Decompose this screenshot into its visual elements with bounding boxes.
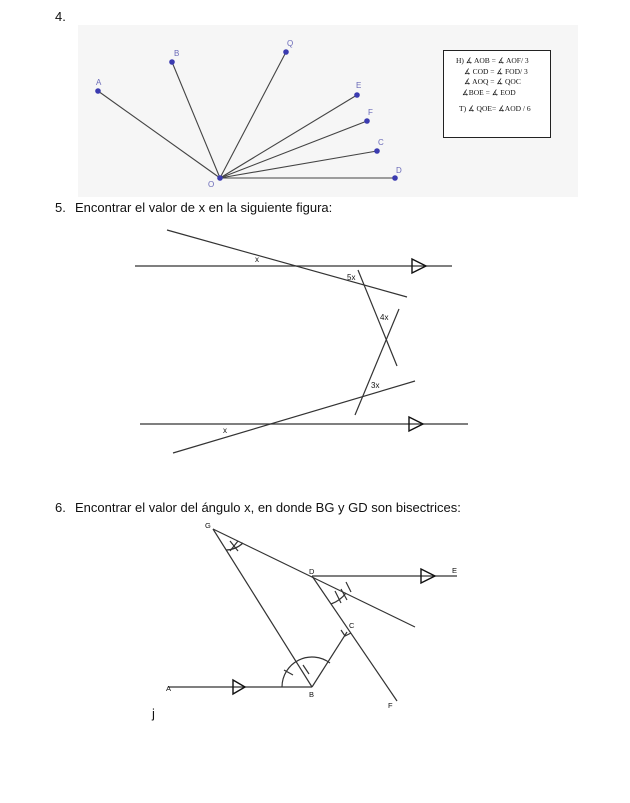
angle-label-x-bottom: x — [223, 426, 227, 435]
problem-5-text: Encontrar el valor de x en la siguiente figura: — [75, 200, 333, 215]
tick-D3 — [346, 582, 351, 592]
transversal-bottom — [173, 381, 415, 453]
angle-label-4x: 4x — [380, 313, 389, 322]
tick-B2 — [303, 665, 309, 674]
label-F: F — [388, 701, 393, 710]
label-C: C — [378, 138, 384, 147]
label-A: A — [166, 684, 172, 693]
segment-upper — [358, 270, 397, 366]
hypothesis-line-1: H) ∡ AOB = ∡ AOF/ 3 — [456, 56, 529, 65]
angle-label-5x: 5x — [347, 273, 356, 282]
problem-6-text: Encontrar el valor del ángulo x, en donde BG y GD son bisectrices: — [75, 500, 461, 515]
segment-BC — [312, 632, 347, 687]
angle-arc-B — [282, 657, 330, 687]
thesis-line: T) ∡ QOE= ∡AOD / 6 — [459, 104, 531, 113]
figure-6 — [0, 515, 630, 725]
label-G: G — [205, 521, 211, 530]
segment-lower — [355, 309, 399, 415]
label-B: B — [174, 49, 180, 58]
stray-mark: j — [152, 706, 155, 721]
label-B: B — [309, 690, 315, 699]
label-O: O — [208, 180, 215, 189]
problem-4-number: 4. — [55, 9, 66, 24]
label-D: D — [309, 567, 315, 576]
hypothesis-line-3: ∡ AOQ = ∡ QOC — [464, 77, 521, 86]
label-Q: Q — [287, 39, 294, 48]
line-DF — [312, 576, 397, 701]
label-E: E — [452, 566, 458, 575]
angle-label-3x: 3x — [371, 381, 380, 390]
hypothesis-line-2: ∡ COD = ∡ FOD/ 3 — [464, 66, 528, 76]
angle-label-x-top: x — [255, 255, 259, 264]
label-E: E — [356, 81, 362, 90]
problem-6-number: 6. — [55, 500, 66, 515]
label-F: F — [368, 108, 373, 117]
label-D: D — [396, 166, 402, 175]
tick-D2 — [341, 589, 347, 600]
hypothesis-line-4: ∡BOE = ∡ EOD — [462, 87, 516, 97]
label-C: C — [349, 621, 355, 630]
label-A: A — [96, 78, 102, 87]
problem-5-number: 5. — [55, 200, 66, 215]
transversal-top — [167, 230, 407, 297]
